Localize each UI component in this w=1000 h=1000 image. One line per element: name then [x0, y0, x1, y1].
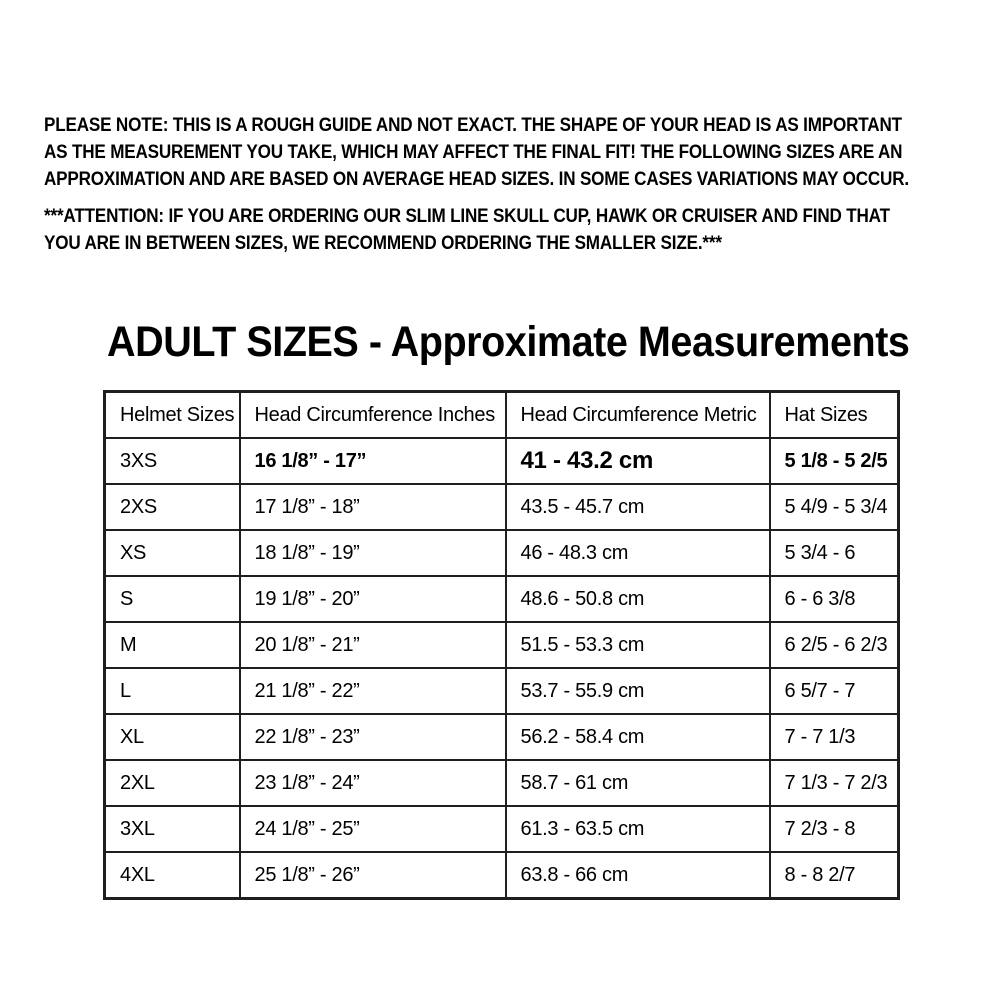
metric-cell: 41 - 43.2 cm — [506, 438, 770, 484]
size-table-header — [105, 392, 899, 439]
header-row — [105, 392, 899, 439]
note-line: AS THE MEASUREMENT YOU TAKE, WHICH MAY AFFECT THE FINAL FIT! THE FOLLOWING SIZES ARE AN — [44, 142, 903, 163]
table-row — [105, 530, 899, 576]
inches-cell: 25 1/8” - 26” — [240, 852, 506, 899]
hat-size-cell: 8 - 8 2/7 — [770, 852, 899, 899]
note-line: PLEASE NOTE: THIS IS A ROUGH GUIDE AND NOT EXACT. THE SHAPE OF YOUR HEAD IS AS IMPORTANT — [44, 115, 902, 136]
inches-cell: 16 1/8” - 17” — [240, 438, 506, 484]
hat-size-cell: 7 2/3 - 8 — [770, 806, 899, 852]
note-line: APPROXIMATION AND ARE BASED ON AVERAGE HEAD SIZES. IN SOME CASES VARIATIONS MAY OCCUR. — [44, 169, 909, 190]
attention-line: YOU ARE IN BETWEEN SIZES, WE RECOMMEND ORDERING THE SMALLER SIZE.*** — [44, 233, 722, 254]
table-row — [105, 484, 899, 530]
table-row — [105, 806, 899, 852]
column-header-helmet-sizes: Helmet Sizes — [105, 392, 240, 439]
metric-cell: 48.6 - 50.8 cm — [506, 576, 770, 622]
helmet-size-cell: 3XS — [105, 438, 240, 484]
page-title: ADULT SIZES - Approximate Measurements — [107, 318, 910, 366]
table-row — [105, 576, 899, 622]
helmet-size-cell: M — [105, 622, 240, 668]
helmet-size-cell: XL — [105, 714, 240, 760]
hat-size-cell: 5 1/8 - 5 2/5 — [770, 438, 899, 484]
column-header-hat-sizes: Hat Sizes — [770, 392, 899, 439]
helmet-size-cell: 3XL — [105, 806, 240, 852]
table-row — [105, 852, 899, 899]
size-table-body — [105, 438, 899, 899]
column-header-circumference-inches: Head Circumference Inches — [240, 392, 506, 439]
inches-cell: 21 1/8” - 22” — [240, 668, 506, 714]
hat-size-cell: 5 3/4 - 6 — [770, 530, 899, 576]
attention-line: ***ATTENTION: IF YOU ARE ORDERING OUR SLIM LINE SKULL CUP, HAWK OR CRUISER AND FIND THAT — [44, 206, 890, 227]
table-row — [105, 714, 899, 760]
metric-cell: 58.7 - 61 cm — [506, 760, 770, 806]
table-row — [105, 438, 899, 484]
metric-cell: 51.5 - 53.3 cm — [506, 622, 770, 668]
metric-cell: 61.3 - 63.5 cm — [506, 806, 770, 852]
inches-cell: 18 1/8” - 19” — [240, 530, 506, 576]
hat-size-cell: 5 4/9 - 5 3/4 — [770, 484, 899, 530]
hat-size-cell: 6 - 6 3/8 — [770, 576, 899, 622]
hat-size-cell: 6 5/7 - 7 — [770, 668, 899, 714]
inches-cell: 19 1/8” - 20” — [240, 576, 506, 622]
helmet-size-cell: XS — [105, 530, 240, 576]
size-table — [103, 390, 900, 900]
hat-size-cell: 7 1/3 - 7 2/3 — [770, 760, 899, 806]
helmet-size-cell: L — [105, 668, 240, 714]
column-header-circumference-metric: Head Circumference Metric — [506, 392, 770, 439]
attention-paragraph — [44, 203, 984, 257]
metric-cell: 46 - 48.3 cm — [506, 530, 770, 576]
metric-cell: 56.2 - 58.4 cm — [506, 714, 770, 760]
table-row — [105, 622, 899, 668]
metric-cell: 43.5 - 45.7 cm — [506, 484, 770, 530]
table-row — [105, 668, 899, 714]
helmet-size-cell: 2XL — [105, 760, 240, 806]
helmet-size-cell: 4XL — [105, 852, 240, 899]
inches-cell: 22 1/8” - 23” — [240, 714, 506, 760]
helmet-size-cell: 2XS — [105, 484, 240, 530]
inches-cell: 20 1/8” - 21” — [240, 622, 506, 668]
hat-size-cell: 7 - 7 1/3 — [770, 714, 899, 760]
helmet-size-cell: S — [105, 576, 240, 622]
inches-cell: 24 1/8” - 25” — [240, 806, 506, 852]
metric-cell: 63.8 - 66 cm — [506, 852, 770, 899]
inches-cell: 23 1/8” - 24” — [240, 760, 506, 806]
hat-size-cell: 6 2/5 - 6 2/3 — [770, 622, 899, 668]
table-row — [105, 760, 899, 806]
metric-cell: 53.7 - 55.9 cm — [506, 668, 770, 714]
note-paragraph — [44, 112, 1000, 193]
inches-cell: 17 1/8” - 18” — [240, 484, 506, 530]
